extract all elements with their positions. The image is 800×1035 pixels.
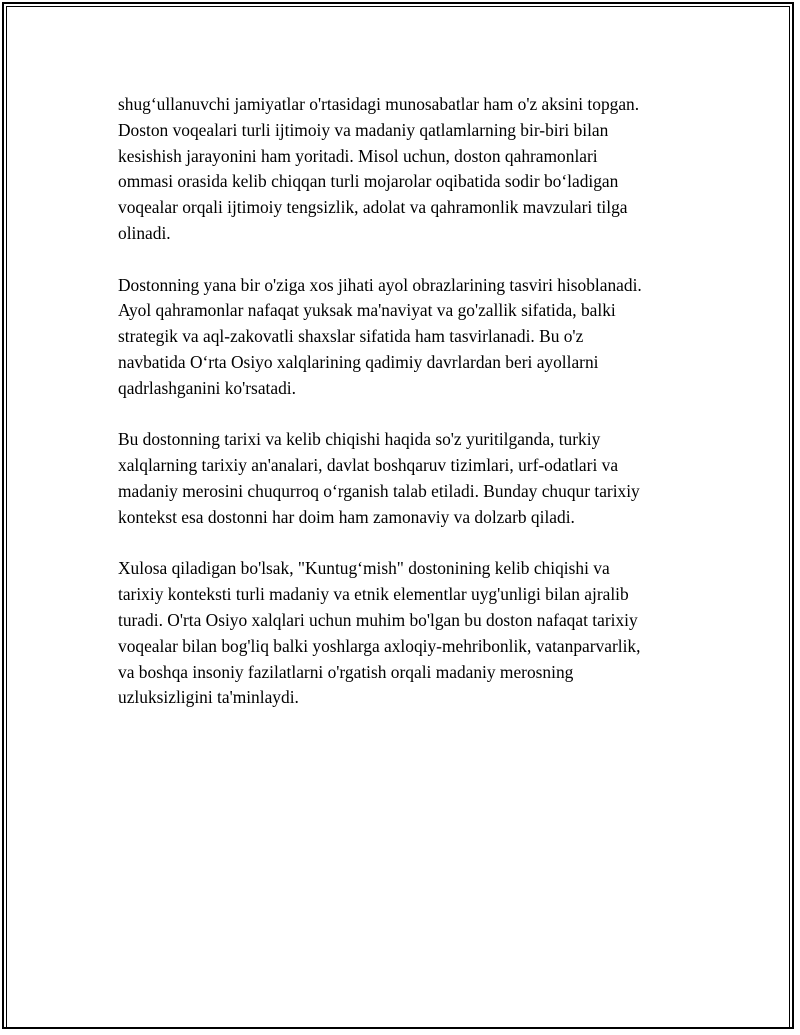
text-line: Xulosa qiladigan bo'lsak, "Kuntug‘mish" dostonining kelib chiqishi va [118,558,610,579]
text-line: va boshqa insoniy fazilatlarni o'rgatish orqali madaniy merosning [118,661,574,682]
text-line: turadi. O'rta Osiyo xalqlari uchun muhim bo'lgan bu doston nafaqat tarixiy [118,609,638,630]
text-line: xalqlarning tarixiy an'analari, davlat boshqaruv tizimlari, urf-odatlari va [118,455,619,476]
paragraph-2 [118,273,690,402]
document-body [118,92,690,737]
paragraph-3 [118,427,690,530]
text-line: uzluksizligini ta'minlaydi. [118,687,299,708]
text-line: Doston voqealari turli ijtimoiy va madaniy qatlamlarning bir-biri bilan [118,119,609,140]
text-line: navbatida O‘rta Osiyo xalqlarining qadimiy davrlardan beri ayollarni [118,351,599,372]
text-line: Dostonning yana bir o'ziga xos jihati ayol obrazlarining tasviri hisoblanadi. [118,274,642,295]
text-line: voqealar orqali ijtimoiy tengsizlik, adolat va qahramonlik mavzulari tilga [118,197,628,218]
text-line: shug‘ullanuvchi jamiyatlar o'rtasidagi munosabatlar ham o'z aksini topgan. [118,94,640,114]
text-line: Ayol qahramonlar nafaqat yuksak ma'naviyat va go'zallik sifatida, balki [118,300,616,321]
text-line: Bu dostonning tarixi va kelib chiqishi haqida so'z yuritilganda, turkiy [118,429,601,450]
text-line: kesishish jarayonini ham yoritadi. Misol uchun, doston qahramonlari [118,145,598,166]
text-line: kontekst esa dostonni har doim ham zamonaviy va dolzarb qiladi. [118,506,575,527]
text-line: olinadi. [118,222,171,243]
text-line: qadrlashganini ko'rsatadi. [118,377,296,398]
paragraph-4 [118,556,690,711]
paragraph-1 [118,92,690,247]
text-line: tarixiy konteksti turli madaniy va etnik elementlar uyg'unligi bilan ajralib [118,584,629,605]
text-line: madaniy merosini chuqurroq o‘rganish talab etiladi. Bunday chuqur tarixiy [118,480,640,501]
text-line: ommasi orasida kelib chiqqan turli mojarolar oqibatida sodir bo‘ladigan [118,171,619,192]
text-line: voqealar bilan bog'liq balki yoshlarga axloqiy-mehribonlik, vatanparvarlik, [118,635,641,656]
text-line: strategik va aql-zakovatli shaxslar sifatida ham tasvirlanadi. Bu o'z [118,326,584,347]
